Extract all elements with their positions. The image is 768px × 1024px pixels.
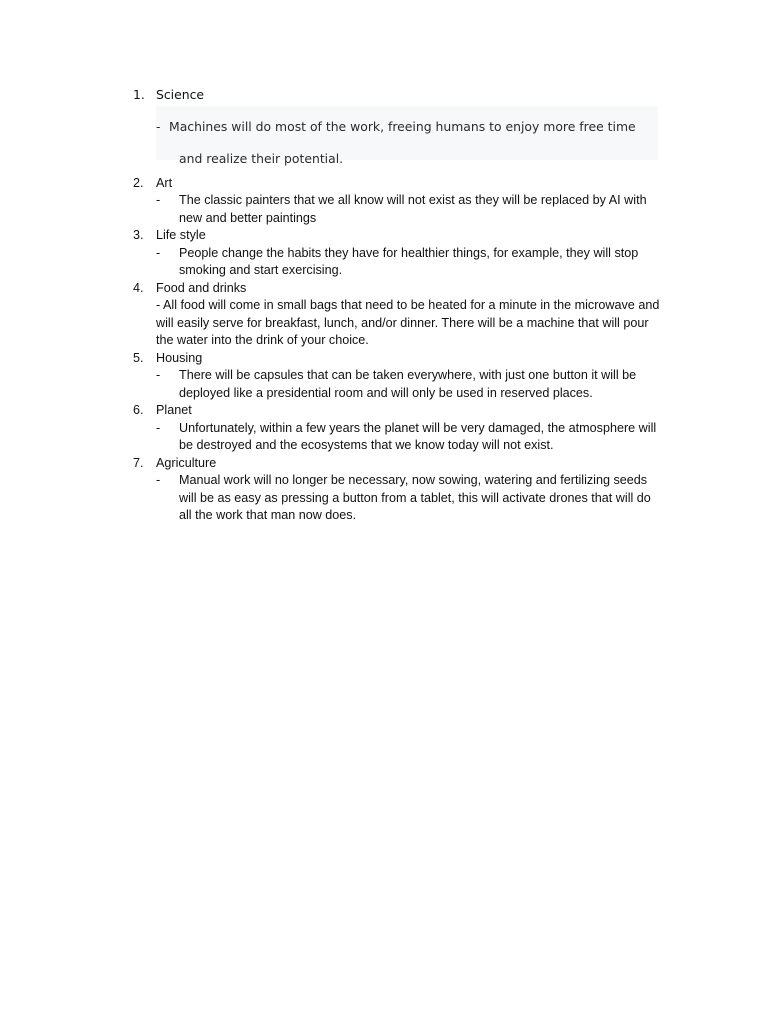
list-item-food-and-drinks — [126, 280, 666, 350]
item-sub-bullet — [156, 472, 666, 525]
item-sub-bullet — [156, 192, 666, 227]
dash-bullet: - — [156, 245, 161, 260]
item-sub-bullet — [156, 245, 666, 280]
list-item-life-style — [126, 227, 666, 280]
list-item-housing — [126, 350, 666, 403]
future-predictions-list — [126, 86, 666, 525]
list-item-science — [126, 86, 666, 166]
item-description: The classic painters that we all know will not exist as they will be replaced by AI with new and better paintings — [179, 193, 647, 225]
list-item-art — [126, 175, 666, 228]
item-number: 6. — [133, 403, 144, 417]
dash-bullet: - — [156, 420, 161, 435]
dash-bullet: - — [156, 368, 161, 382]
item-description-line-1: Machines will do most of the work, freeing humans to enjoy more free time — [169, 118, 636, 134]
item-title: Planet — [156, 403, 192, 417]
item-number: 7. — [133, 455, 144, 470]
item-sub-bullet — [156, 420, 666, 455]
highlighted-paragraph — [156, 106, 658, 166]
item-description: Manual work will no longer be necessary, now sowing, watering and fertilizing seeds will be as easy as pressing a button from a tablet, this will activate drones that will do all the work that man now does. — [179, 473, 651, 522]
dash-bullet: - — [156, 193, 161, 207]
dash-bullet: - — [156, 473, 161, 487]
item-description: Unfortunately, within a few years the planet will be very damaged, the atmosphere will be destroyed and the ecosystems that we know today will not exist. — [179, 420, 657, 452]
item-description: - All food will come in small bags that need to be heated for a minute in the microwave and will easily serve for breakfast, lunch, and/or dinner. There will be a machine that will pour the water into the drink of your choice. — [156, 298, 660, 347]
item-description-line-2: and realize their potential. — [179, 150, 344, 166]
item-sub-bullet — [156, 367, 666, 402]
item-title: Life style — [156, 228, 206, 242]
item-title: Food and drinks — [156, 280, 247, 295]
list-item-planet — [126, 402, 666, 455]
item-number: 1. — [133, 87, 145, 102]
item-number: 5. — [133, 350, 144, 365]
item-title: Science — [156, 87, 205, 102]
item-title: Art — [156, 175, 173, 190]
item-number: 4. — [133, 280, 144, 295]
item-title: Agriculture — [156, 455, 217, 470]
item-number: 3. — [133, 228, 144, 242]
item-number: 2. — [133, 175, 144, 190]
item-description: People change the habits they have for healthier things, for example, they will stop smoking and start exercising. — [179, 245, 639, 277]
list-item-agriculture — [126, 455, 666, 525]
item-description: There will be capsules that can be taken everywhere, with just one button it will be deployed like a presidential room and will only be used in reserved places. — [179, 368, 637, 400]
dash-bullet: - — [156, 118, 161, 134]
item-title: Housing — [156, 350, 203, 365]
